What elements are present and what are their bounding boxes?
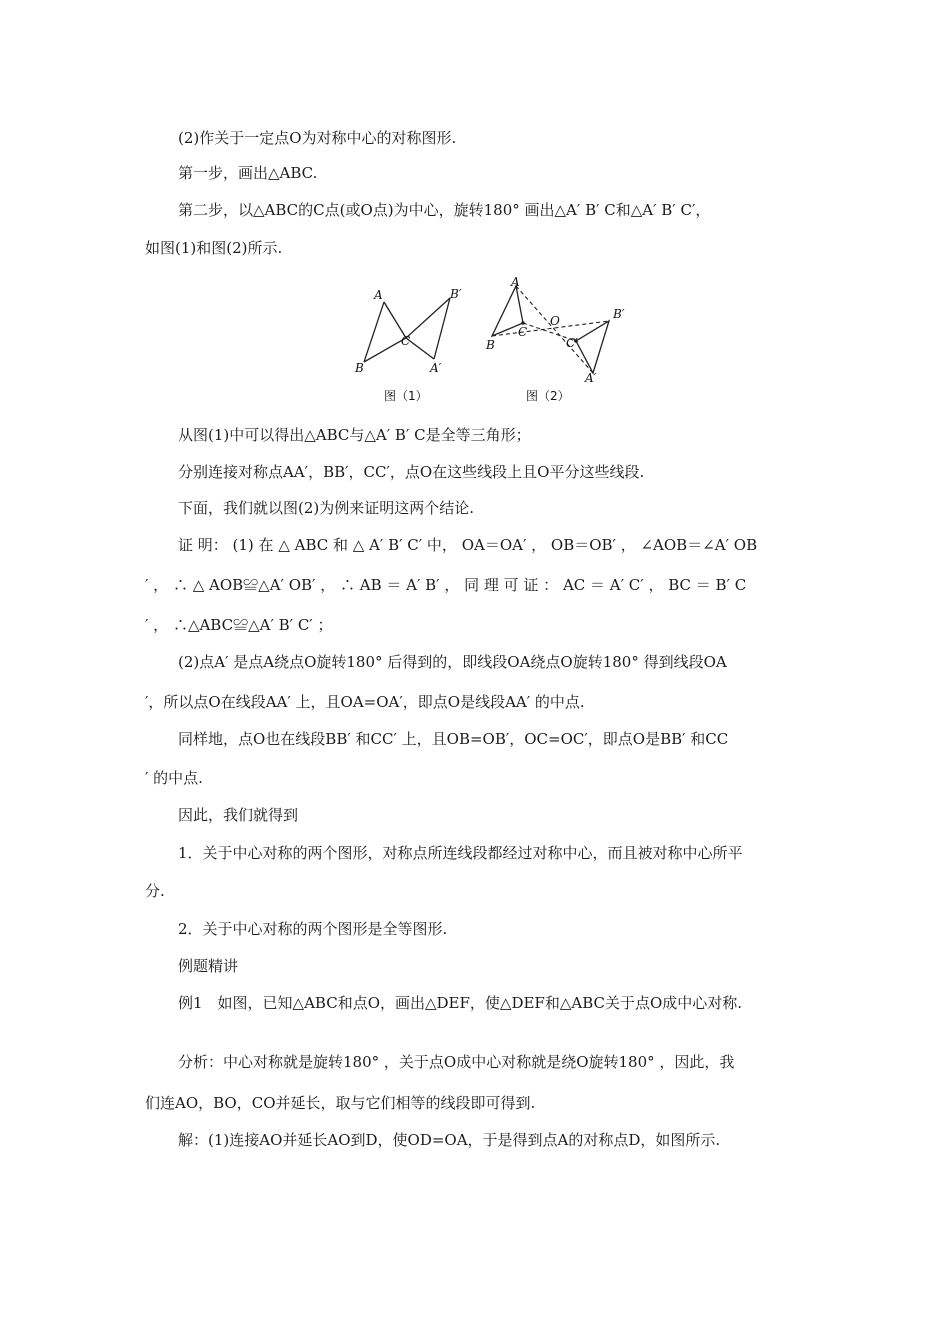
fig1-label-a: A — [374, 288, 383, 302]
figure-2 — [485, 276, 625, 403]
text-line-16: 1．关于中心对称的两个图形，对称点所连线段都经过对称中心，而且被对称中心所平 — [178, 844, 743, 862]
text-line-3: 第二步，以△ABC的C点(或O点)为中心，旋转180° 画出△A′ B′ C和△A′ B′ C′， — [178, 201, 711, 219]
fig2-label-cprime: C′ — [566, 336, 578, 350]
fig1-label-aprime: A′ — [430, 361, 442, 375]
text-line-20: 例1 如图，已知△ABC和点O，画出△DEF，使△DEF和△ABC关于点O成中心对称. — [178, 994, 743, 1012]
fig2-triangle-aprime-bprime-cprime — [576, 321, 609, 373]
text-line-10: ′ ， ∴△ABC≌△A′ B′ C′ ； — [145, 616, 333, 634]
text-line-2: 第一步，画出△ABC. — [178, 164, 318, 182]
fig2-label-c: C — [518, 325, 528, 339]
text-line-4: 如图(1)和图(2)所示. — [145, 239, 283, 257]
text-line-9: ′ ， ∴ △ AOB≌△A′ OB′ ， ∴ AB ＝ A′ B′ ， 同 理 可 证 ： AC ＝ A′ C′ ， BC ＝ B′ C — [145, 576, 747, 594]
fig2-caption: 图（2） — [526, 389, 570, 403]
text-line-13: 同样地，点O也在线段BB′ 和CC′ 上，且OB=OB′，OC=OC′，即点O是BB′ 和CC — [178, 730, 729, 748]
text-line-6: 分别连接对称点AA′，BB′，CC′，点O在这些线段上且O平分这些线段. — [178, 463, 645, 481]
figure-central-symmetry — [350, 276, 640, 406]
text-line-21: 分析：中心对称就是旋转180° ，关于点O成中心对称就是绕O旋转180° ，因此，我 — [178, 1053, 735, 1071]
fig1-label-c: C — [401, 334, 411, 348]
fig1-caption: 图（1） — [384, 389, 428, 403]
section-heading-examples: 例题精讲 — [178, 957, 239, 975]
text-line-14: ′ 的中点. — [145, 769, 203, 787]
fig2-label-bprime: B′ — [613, 307, 625, 321]
fig2-label-a: A — [511, 276, 520, 289]
figure-1 — [354, 287, 462, 403]
fig1-label-bprime: B′ — [450, 287, 462, 301]
text-line-15: 因此，我们就得到 — [178, 806, 299, 824]
text-line-5: 从图(1)中可以得出△ABC与△A′ B′ C是全等三角形； — [178, 426, 531, 444]
fig2-segment-aa-prime — [516, 286, 593, 373]
fig2-label-aprime: A′ — [585, 371, 597, 385]
text-line-17: 分. — [145, 882, 165, 900]
text-line-7: 下面，我们就以图(2)为例来证明这两个结论. — [178, 499, 475, 517]
text-line-12: ′，所以点O在线段AA′ 上，且OA=OA′，即点O是线段AA′ 的中点. — [145, 693, 585, 711]
fig1-segment-a-c-aprime — [384, 302, 434, 359]
text-line-8: 证 明： (1) 在 △ ABC 和 △ A′ B′ C′ 中， OA＝OA′ ， OB＝OB′ ， ∠AOB＝∠A′ OB — [178, 536, 758, 554]
text-line-18: 2．关于中心对称的两个图形是全等图形. — [178, 920, 448, 938]
fig1-segment-bprime-aprime — [434, 298, 450, 359]
fig1-segment-b-c-bprime — [364, 298, 450, 362]
fig2-label-o: O — [550, 314, 560, 328]
figure-svg — [350, 276, 640, 406]
text-line-22: 们连AO，BO，CO并延长，取与它们相等的线段即可得到. — [145, 1094, 536, 1112]
text-line-11: (2)点A′ 是点A绕点O旋转180° 后得到的，即线段OA绕点O旋转180° 得到线段OA — [178, 653, 727, 671]
text-line-23: 解：(1)连接AO并延长AO到D，使OD=OA，于是得到点A的对称点D，如图所示. — [178, 1131, 721, 1149]
fig1-label-b: B — [355, 361, 364, 375]
fig2-label-b: B — [486, 338, 495, 352]
text-line-1: (2)作关于一定点O为对称中心的对称图形. — [178, 129, 457, 147]
